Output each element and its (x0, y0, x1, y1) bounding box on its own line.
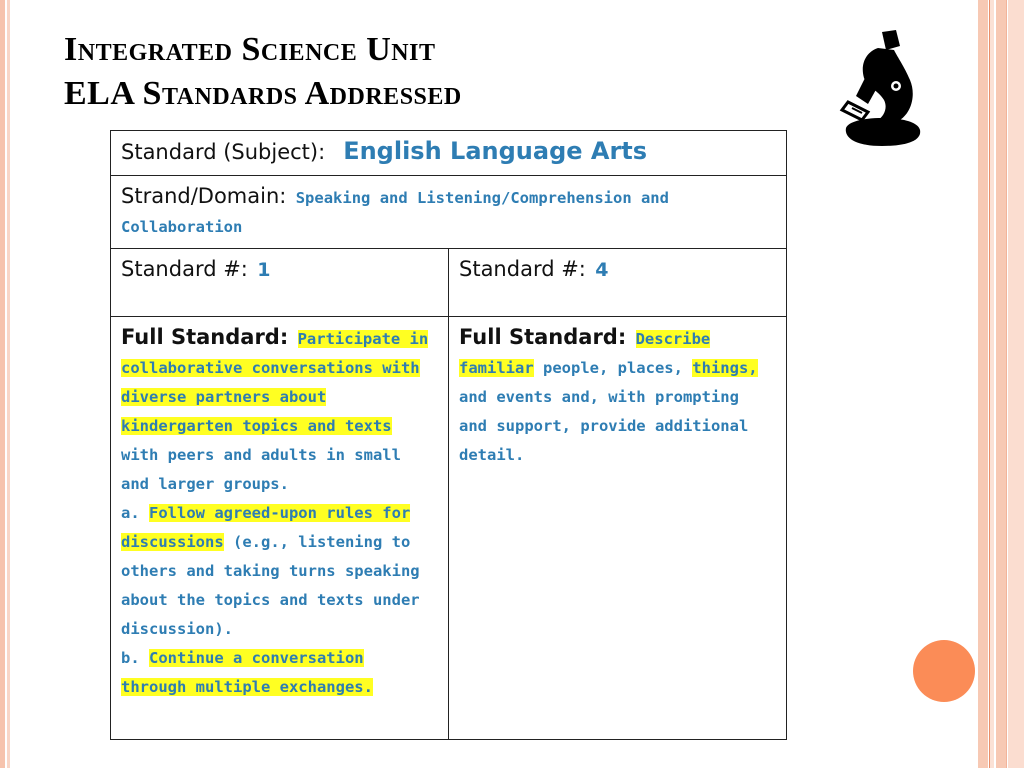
subject-label: Standard (Subject): (121, 140, 326, 164)
highlighted-text: Follow agreed-upon rules for discussions (121, 504, 411, 551)
full-standard-right-cell (449, 317, 787, 740)
standard-number-right: 4 (595, 259, 609, 281)
standard-number-label: Standard #: (121, 257, 248, 281)
subject-value: English Language Arts (343, 137, 648, 165)
full-standard-label: Full Standard: (121, 325, 289, 349)
standard-text: and events and, with prompting and support, provide additional detail. (459, 388, 749, 464)
sub-item-prefix: a. (121, 504, 149, 522)
ela-standards-table (110, 130, 787, 740)
highlighted-text: Continue a conversation through multiple exchanges. (121, 649, 373, 696)
standard-text: (e.g., listening to others and taking turns speaking about the topics and texts under discussion). (121, 533, 420, 638)
left-decor-stripe (0, 0, 5, 768)
title-line-1: Integrated Science Unit (64, 31, 436, 68)
highlighted-text: Participate in collaborative conversations with diverse partners about kindergarten topics and texts (121, 330, 429, 435)
standard-text: people, places, (533, 359, 693, 377)
right-decor-stripe-2 (996, 0, 1006, 768)
left-decor-stripe-thin (7, 0, 10, 768)
highlighted-text: Describe familiar (459, 330, 711, 377)
slide-title (64, 28, 462, 116)
right-decor-stripe-3 (1008, 0, 1024, 768)
strand-value: Speaking and Listening/Comprehension and Collaboration (121, 189, 669, 236)
right-decor-stripe-light (990, 0, 994, 768)
sub-item-prefix: b. (121, 649, 149, 667)
microscope-icon (838, 28, 924, 150)
full-standard-label: Full Standard: (459, 325, 627, 349)
highlighted-text: things, (692, 359, 758, 377)
standard-number-left-cell (111, 249, 449, 317)
strand-label: Strand/Domain: (121, 184, 287, 208)
full-standard-left-cell (111, 317, 449, 740)
strand-cell (111, 176, 787, 249)
subject-cell (111, 131, 787, 176)
standard-text: with peers and adults in small and larger groups. (121, 446, 401, 493)
standard-number-right-cell (449, 249, 787, 317)
orange-circle-decoration (913, 640, 975, 702)
right-decor-stripe (978, 0, 988, 768)
title-line-2: ELA Standards Addressed (64, 75, 462, 112)
standard-number-label: Standard #: (459, 257, 586, 281)
right-decor-line-2 (1006, 0, 1007, 768)
standard-number-left: 1 (257, 259, 271, 281)
